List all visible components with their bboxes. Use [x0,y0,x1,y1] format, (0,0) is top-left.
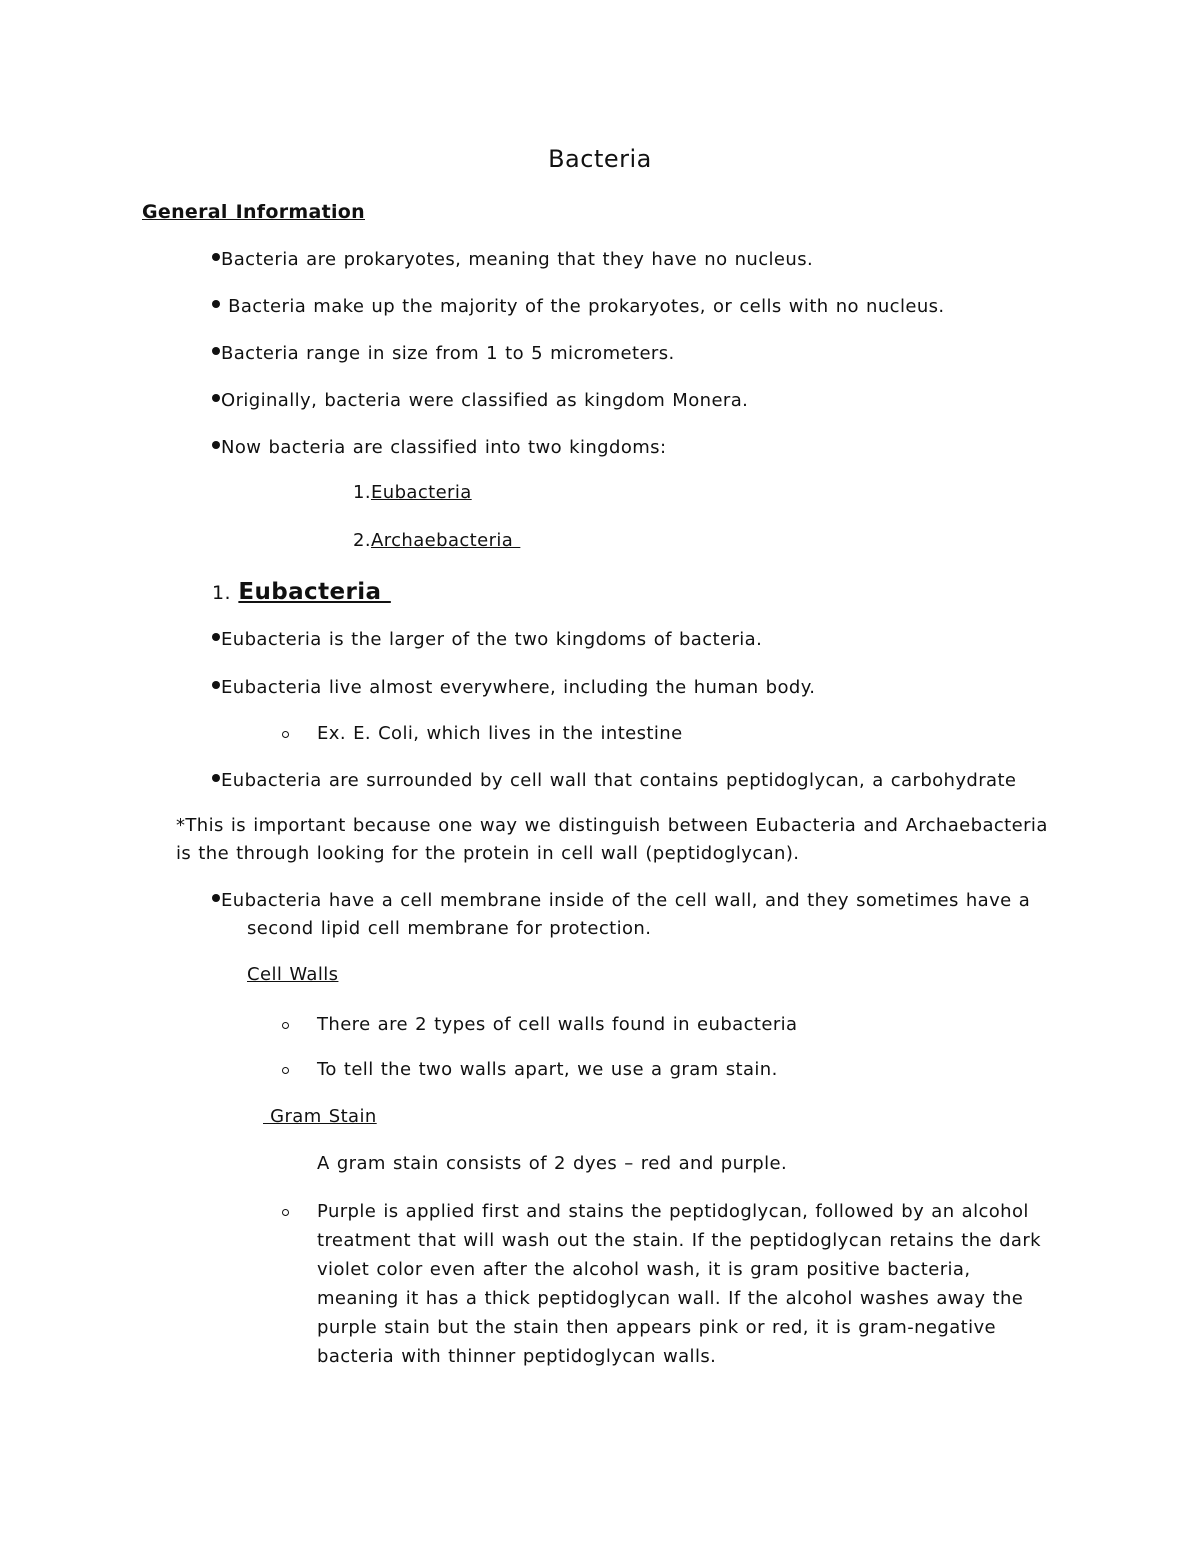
bullet-dot-icon [212,300,220,308]
bullet-item: Bacteria make up the majority of the prokaryotes, or cells with no nucleus. [212,295,945,319]
kingdom-list-item: 1.Eubacteria [353,482,472,503]
note-line: *This is important because one way we distinguish between Eubacteria and Archaebacteria [176,815,1048,836]
bullet-dot-icon [212,774,220,782]
kingdom-list-item: 2.Archaebacteria [353,530,521,551]
bullet-item: Bacteria range in size from 1 to 5 micrometers. [212,342,675,366]
bullet-dot-icon [212,681,220,689]
hollow-bullet-icon [282,731,289,738]
bullet-dot-icon [212,894,220,902]
bullet-dot-icon [212,633,220,641]
bullet-dot-icon [212,347,220,355]
example-item: Ex. E. Coli, which lives in the intestine [317,723,683,744]
note-line: is the through looking for the protein in cell wall (peptidoglycan). [176,843,800,864]
bullet-dot-icon [212,441,220,449]
bullet-item: Eubacteria are surrounded by cell wall that contains peptidoglycan, a carbohydrate [212,769,1016,793]
general-information-heading: General Information [142,201,365,223]
page-title: Bacteria [548,145,652,173]
hollow-bullet-icon [282,1067,289,1074]
bullet-item: Eubacteria is the larger of the two kingdoms of bacteria. [212,628,762,652]
cell-walls-item: There are 2 types of cell walls found in eubacteria [317,1014,798,1035]
gram-stain-detail: Purple is applied first and stains the peptidoglycan, followed by an alcohol treatment that will wash out the stain. If the peptidoglycan retains the dark violet color even after the alcohol wash, it is gram positive bacteria, meaning it has a thick peptidoglycan wall. If the alcohol washes away the purple stain but the stain then appears pink or red, it is gram-negative bacteria with thinner peptidoglycan walls. [317,1201,1041,1367]
bullet-dot-icon [212,253,220,261]
cell-walls-heading: Cell Walls [247,964,339,985]
bullet-item: Eubacteria live almost everywhere, including the human body. [212,676,815,700]
hollow-bullet-icon [282,1022,289,1029]
gram-stain-heading: Gram Stain [263,1106,377,1127]
bullet-item: Eubacteria have a cell membrane inside of the cell wall, and they sometimes have a [212,889,1030,913]
cell-walls-item: To tell the two walls apart, we use a gram stain. [317,1059,778,1080]
bullet-dot-icon [212,394,220,402]
gram-stain-intro: A gram stain consists of 2 dyes – red and purple. [317,1153,788,1174]
bullet-item: Originally, bacteria were classified as kingdom Monera. [212,389,748,413]
bullet-continuation: second lipid cell membrane for protection. [247,918,652,939]
bullet-item: Now bacteria are classified into two kingdoms: [212,436,666,460]
eubacteria-section-heading: 1. Eubacteria [212,579,391,605]
hollow-bullet-icon [282,1209,289,1216]
bullet-item: Bacteria are prokaryotes, meaning that they have no nucleus. [212,248,813,272]
